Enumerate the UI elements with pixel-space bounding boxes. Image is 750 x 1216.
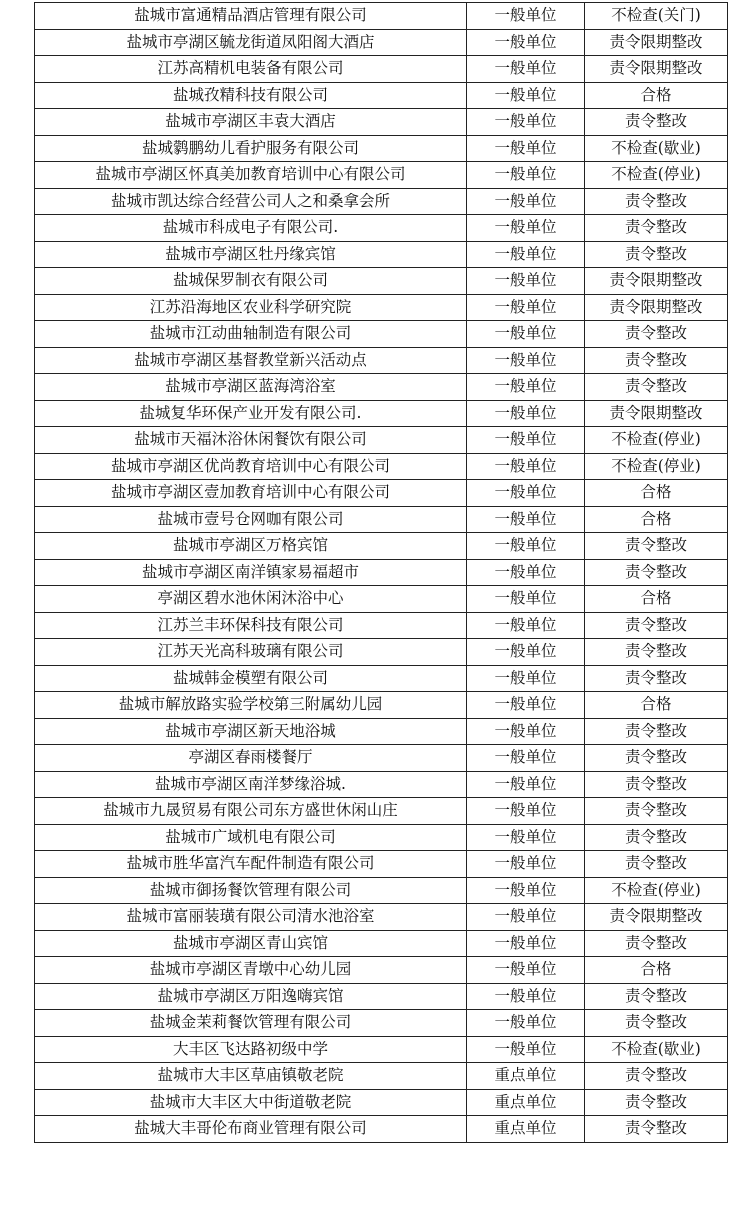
table-row (35, 1036, 728, 1063)
inspection-result-cell: 责令整改 (585, 188, 728, 215)
unit-category-cell: 一般单位 (467, 294, 585, 321)
table-row (35, 268, 728, 295)
unit-name-cell: 亭湖区春雨楼餐厅 (35, 745, 467, 772)
table-row (35, 586, 728, 613)
table-row (35, 692, 728, 719)
inspection-result-cell: 责令整改 (585, 109, 728, 136)
table-row (35, 321, 728, 348)
unit-name-cell: 亭湖区碧水池休闲沐浴中心 (35, 586, 467, 613)
table-row (35, 1089, 728, 1116)
unit-name-cell: 盐城韩金模塑有限公司 (35, 665, 467, 692)
unit-category-cell: 一般单位 (467, 586, 585, 613)
unit-category-cell: 一般单位 (467, 612, 585, 639)
inspection-result-cell: 不检查(停业) (585, 427, 728, 454)
unit-category-cell: 一般单位 (467, 109, 585, 136)
unit-category-cell: 一般单位 (467, 241, 585, 268)
inspection-result-cell: 合格 (585, 82, 728, 109)
inspection-result-cell: 责令限期整改 (585, 904, 728, 931)
unit-name-cell: 盐城市亭湖区壹加教育培训中心有限公司 (35, 480, 467, 507)
unit-category-cell: 一般单位 (467, 215, 585, 242)
table-row (35, 56, 728, 83)
unit-name-cell: 盐城市广域机电有限公司 (35, 824, 467, 851)
unit-name-cell: 盐城市亭湖区万阳逸嗨宾馆 (35, 983, 467, 1010)
table-row (35, 294, 728, 321)
table-row (35, 533, 728, 560)
inspection-result-cell: 责令整改 (585, 851, 728, 878)
unit-category-cell: 重点单位 (467, 1116, 585, 1143)
table-row (35, 639, 728, 666)
unit-name-cell: 盐城市解放路实验学校第三附属幼儿园 (35, 692, 467, 719)
unit-name-cell: 盐城市亭湖区青墩中心幼儿园 (35, 957, 467, 984)
table-body (35, 3, 728, 1143)
unit-name-cell: 盐城市御扬餐饮管理有限公司 (35, 877, 467, 904)
inspection-result-cell: 合格 (585, 506, 728, 533)
unit-category-cell: 一般单位 (467, 56, 585, 83)
table-row (35, 798, 728, 825)
inspection-result-cell: 不检查(停业) (585, 162, 728, 189)
unit-category-cell: 一般单位 (467, 957, 585, 984)
unit-category-cell: 一般单位 (467, 904, 585, 931)
inspection-result-cell: 责令整改 (585, 665, 728, 692)
inspection-result-cell: 责令限期整改 (585, 294, 728, 321)
unit-category-cell: 重点单位 (467, 1063, 585, 1090)
inspection-result-cell: 责令限期整改 (585, 400, 728, 427)
unit-category-cell: 一般单位 (467, 347, 585, 374)
table-row (35, 665, 728, 692)
unit-name-cell: 盐城市亭湖区蓝海湾浴室 (35, 374, 467, 401)
table-row (35, 3, 728, 30)
inspection-result-cell: 不检查(歇业) (585, 1036, 728, 1063)
table-row (35, 506, 728, 533)
unit-category-cell: 一般单位 (467, 480, 585, 507)
unit-category-cell: 一般单位 (467, 771, 585, 798)
inspection-result-cell: 责令整改 (585, 771, 728, 798)
unit-name-cell: 盐城市科成电子有限公司. (35, 215, 467, 242)
table-row (35, 215, 728, 242)
unit-category-cell: 一般单位 (467, 824, 585, 851)
unit-category-cell: 一般单位 (467, 400, 585, 427)
table-row (35, 957, 728, 984)
unit-category-cell: 一般单位 (467, 1010, 585, 1037)
unit-name-cell: 盐城鹲鹏幼儿看护服务有限公司 (35, 135, 467, 162)
unit-category-cell: 一般单位 (467, 3, 585, 30)
unit-name-cell: 盐城市富丽装璜有限公司清水池浴室 (35, 904, 467, 931)
unit-name-cell: 盐城市亭湖区基督教堂新兴活动点 (35, 347, 467, 374)
unit-category-cell: 一般单位 (467, 533, 585, 560)
table-row (35, 453, 728, 480)
inspection-result-cell: 责令整改 (585, 1116, 728, 1143)
unit-name-cell: 盐城市大丰区草庙镇敬老院 (35, 1063, 467, 1090)
unit-name-cell: 盐城市亭湖区南洋镇家易福超市 (35, 559, 467, 586)
unit-category-cell: 一般单位 (467, 692, 585, 719)
table-row (35, 1116, 728, 1143)
inspection-results-sheet (34, 2, 724, 1143)
inspection-result-cell: 责令整改 (585, 718, 728, 745)
table-row (35, 904, 728, 931)
unit-name-cell: 盐城市九晟贸易有限公司东方盛世休闲山庄 (35, 798, 467, 825)
unit-name-cell: 江苏兰丰环保科技有限公司 (35, 612, 467, 639)
table-row (35, 559, 728, 586)
unit-category-cell: 一般单位 (467, 718, 585, 745)
inspection-result-cell: 责令整改 (585, 1010, 728, 1037)
unit-name-cell: 盐城市天福沐浴休闲餐饮有限公司 (35, 427, 467, 454)
inspection-result-cell: 不检查(关门) (585, 3, 728, 30)
inspection-result-cell: 责令整改 (585, 374, 728, 401)
unit-category-cell: 一般单位 (467, 639, 585, 666)
table-row (35, 745, 728, 772)
inspection-result-cell: 责令整改 (585, 1089, 728, 1116)
inspection-result-cell: 责令整改 (585, 745, 728, 772)
unit-name-cell: 盐城市亭湖区牡丹缘宾馆 (35, 241, 467, 268)
table-row (35, 29, 728, 56)
unit-category-cell: 一般单位 (467, 374, 585, 401)
unit-name-cell: 盐城复华环保产业开发有限公司. (35, 400, 467, 427)
table-row (35, 188, 728, 215)
table-row (35, 400, 728, 427)
unit-name-cell: 盐城市亭湖区丰袁大酒店 (35, 109, 467, 136)
unit-name-cell: 江苏沿海地区农业科学研究院 (35, 294, 467, 321)
inspection-result-cell: 责令整改 (585, 930, 728, 957)
unit-category-cell: 一般单位 (467, 1036, 585, 1063)
unit-category-cell: 一般单位 (467, 798, 585, 825)
inspection-result-cell: 责令整改 (585, 241, 728, 268)
table-row (35, 347, 728, 374)
inspection-result-cell: 责令整改 (585, 559, 728, 586)
inspection-result-cell: 责令整改 (585, 612, 728, 639)
inspection-results-table (34, 2, 728, 1143)
inspection-result-cell: 责令整改 (585, 533, 728, 560)
unit-name-cell: 盐城市亭湖区南洋梦缘浴城. (35, 771, 467, 798)
unit-name-cell: 盐城市亭湖区新天地浴城 (35, 718, 467, 745)
table-row (35, 877, 728, 904)
unit-category-cell: 一般单位 (467, 135, 585, 162)
table-row (35, 983, 728, 1010)
unit-name-cell: 盐城金茉莉餐饮管理有限公司 (35, 1010, 467, 1037)
table-row (35, 612, 728, 639)
table-row (35, 374, 728, 401)
unit-name-cell: 盐城市亭湖区毓龙街道凤阳阁大酒店 (35, 29, 467, 56)
table-row (35, 427, 728, 454)
unit-name-cell: 江苏高精机电装备有限公司 (35, 56, 467, 83)
unit-category-cell: 一般单位 (467, 851, 585, 878)
table-row (35, 109, 728, 136)
inspection-result-cell: 责令整改 (585, 215, 728, 242)
unit-name-cell: 大丰区飞达路初级中学 (35, 1036, 467, 1063)
inspection-result-cell: 责令限期整改 (585, 56, 728, 83)
table-row (35, 851, 728, 878)
unit-name-cell: 江苏天光高科玻璃有限公司 (35, 639, 467, 666)
table-row (35, 241, 728, 268)
unit-name-cell: 盐城市壹号仓网咖有限公司 (35, 506, 467, 533)
table-row (35, 718, 728, 745)
unit-category-cell: 一般单位 (467, 506, 585, 533)
inspection-result-cell: 责令整改 (585, 983, 728, 1010)
unit-category-cell: 一般单位 (467, 983, 585, 1010)
table-row (35, 771, 728, 798)
inspection-result-cell: 合格 (585, 957, 728, 984)
inspection-result-cell: 责令整改 (585, 639, 728, 666)
unit-category-cell: 一般单位 (467, 427, 585, 454)
unit-category-cell: 一般单位 (467, 82, 585, 109)
unit-category-cell: 一般单位 (467, 268, 585, 295)
table-row (35, 480, 728, 507)
inspection-result-cell: 合格 (585, 480, 728, 507)
unit-name-cell: 盐城市胜华富汽车配件制造有限公司 (35, 851, 467, 878)
table-row (35, 135, 728, 162)
unit-category-cell: 一般单位 (467, 930, 585, 957)
unit-category-cell: 重点单位 (467, 1089, 585, 1116)
table-row (35, 162, 728, 189)
unit-name-cell: 盐城市大丰区大中街道敬老院 (35, 1089, 467, 1116)
unit-name-cell: 盐城市江动曲轴制造有限公司 (35, 321, 467, 348)
inspection-result-cell: 责令整改 (585, 798, 728, 825)
inspection-result-cell: 责令整改 (585, 321, 728, 348)
unit-name-cell: 盐城市亭湖区怀真美加教育培训中心有限公司 (35, 162, 467, 189)
unit-name-cell: 盐城市亭湖区优尚教育培训中心有限公司 (35, 453, 467, 480)
unit-category-cell: 一般单位 (467, 188, 585, 215)
unit-category-cell: 一般单位 (467, 745, 585, 772)
inspection-result-cell: 责令整改 (585, 824, 728, 851)
unit-name-cell: 盐城市亭湖区万格宾馆 (35, 533, 467, 560)
inspection-result-cell: 不检查(停业) (585, 877, 728, 904)
unit-category-cell: 一般单位 (467, 559, 585, 586)
unit-name-cell: 盐城保罗制衣有限公司 (35, 268, 467, 295)
unit-category-cell: 一般单位 (467, 162, 585, 189)
inspection-result-cell: 不检查(歇业) (585, 135, 728, 162)
inspection-result-cell: 不检查(停业) (585, 453, 728, 480)
inspection-result-cell: 责令整改 (585, 347, 728, 374)
table-row (35, 82, 728, 109)
unit-name-cell: 盐城市亭湖区青山宾馆 (35, 930, 467, 957)
table-row (35, 1010, 728, 1037)
unit-category-cell: 一般单位 (467, 665, 585, 692)
table-row (35, 1063, 728, 1090)
table-row (35, 930, 728, 957)
unit-name-cell: 盐城孜精科技有限公司 (35, 82, 467, 109)
unit-name-cell: 盐城大丰哥伦布商业管理有限公司 (35, 1116, 467, 1143)
table-row (35, 824, 728, 851)
inspection-result-cell: 责令限期整改 (585, 268, 728, 295)
inspection-result-cell: 合格 (585, 692, 728, 719)
inspection-result-cell: 合格 (585, 586, 728, 613)
inspection-result-cell: 责令整改 (585, 1063, 728, 1090)
inspection-result-cell: 责令限期整改 (585, 29, 728, 56)
unit-category-cell: 一般单位 (467, 321, 585, 348)
unit-category-cell: 一般单位 (467, 453, 585, 480)
unit-category-cell: 一般单位 (467, 29, 585, 56)
unit-name-cell: 盐城市富通精品酒店管理有限公司 (35, 3, 467, 30)
unit-category-cell: 一般单位 (467, 877, 585, 904)
unit-name-cell: 盐城市凯达综合经营公司人之和桑拿会所 (35, 188, 467, 215)
